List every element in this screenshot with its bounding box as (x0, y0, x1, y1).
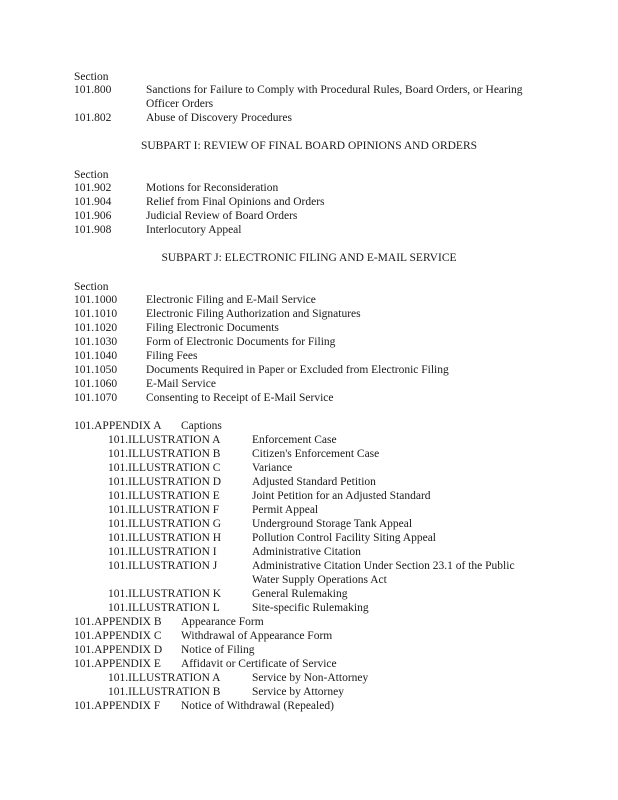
section-number: 101.1000 (74, 294, 118, 306)
section-label: Section (74, 169, 109, 181)
illustration-label: 101.ILLUSTRATION I (108, 546, 217, 558)
illustration-title-continued: Water Supply Operations Act (252, 574, 387, 586)
subpart-heading: SUBPART J: ELECTRONIC FILING AND E-MAIL SERVICE (161, 252, 457, 264)
subpart-heading: SUBPART I: REVIEW OF FINAL BOARD OPINIONS AND ORDERS (140, 140, 478, 152)
illustration-title: Underground Storage Tank Appeal (252, 518, 413, 530)
section-number: 101.906 (74, 210, 112, 222)
section-title: Motions for Reconsideration (146, 182, 279, 194)
illustration-title: Variance (252, 462, 293, 474)
illustration-label: 101.ILLUSTRATION A (108, 434, 221, 446)
section-title: Electronic Filing Authorization and Signatures (146, 308, 361, 320)
section-number: 101.1060 (74, 378, 118, 390)
illustration-title: Permit Appeal (252, 504, 319, 516)
illustration-title: Pollution Control Facility Siting Appeal (252, 532, 437, 544)
illustration-title: Service by Non-Attorney (252, 672, 369, 684)
section-title: Electronic Filing and E-Mail Service (146, 294, 316, 306)
section-number: 101.904 (74, 196, 112, 208)
section-title: Filing Fees (146, 350, 198, 362)
section-number: 101.1030 (74, 336, 118, 348)
illustration-title: Administrative Citation Under Section 23.1 of the Public (252, 560, 515, 572)
section-number: 101.802 (74, 112, 112, 124)
illustration-label: 101.ILLUSTRATION A (108, 672, 221, 684)
illustration-label: 101.ILLUSTRATION L (108, 602, 220, 614)
section-number: 101.800 (74, 84, 112, 96)
appendix-label: 101.APPENDIX A (74, 420, 162, 432)
illustration-label: 101.ILLUSTRATION J (108, 560, 218, 572)
illustration-title: Joint Petition for an Adjusted Standard (252, 490, 431, 502)
appendix-title: Affidavit or Certificate of Service (181, 658, 337, 670)
section-title: Consenting to Receipt of E-Mail Service (146, 392, 334, 404)
illustration-title: Adjusted Standard Petition (252, 476, 376, 488)
section-title: Form of Electronic Documents for Filing (146, 336, 336, 348)
section-number: 101.902 (74, 182, 112, 194)
illustration-title: Enforcement Case (252, 434, 337, 446)
illustration-label: 101.ILLUSTRATION C (108, 462, 221, 474)
appendix-title: Withdrawal of Appearance Form (181, 630, 333, 642)
illustration-label: 101.ILLUSTRATION B (108, 448, 221, 460)
section-title: Judicial Review of Board Orders (146, 210, 298, 222)
section-number: 101.1020 (74, 322, 118, 334)
section-title: Interlocutory Appeal (146, 224, 242, 236)
illustration-label: 101.ILLUSTRATION H (108, 532, 222, 544)
appendix-label: 101.APPENDIX D (74, 644, 163, 656)
section-number: 101.1070 (74, 392, 118, 404)
appendix-title: Appearance Form (181, 616, 264, 628)
section-title: Sanctions for Failure to Comply with Procedural Rules, Board Orders, or Hearing (146, 84, 523, 96)
illustration-title: Citizen's Enforcement Case (252, 448, 380, 460)
section-number: 101.1010 (74, 308, 118, 320)
appendix-title: Captions (181, 420, 222, 432)
section-title: Abuse of Discovery Procedures (146, 112, 292, 124)
section-title: E-Mail Service (146, 378, 216, 390)
appendix-label: 101.APPENDIX E (74, 658, 161, 670)
illustration-title: Administrative Citation (252, 546, 361, 558)
section-title: Filing Electronic Documents (146, 322, 279, 334)
section-label: Section (74, 281, 109, 293)
illustration-label: 101.ILLUSTRATION B (108, 686, 221, 698)
illustration-title: General Rulemaking (252, 588, 348, 600)
appendix-label: 101.APPENDIX C (74, 630, 162, 642)
appendix-title: Notice of Withdrawal (Repealed) (181, 700, 334, 712)
illustration-title: Service by Attorney (252, 686, 344, 698)
section-number: 101.1050 (74, 364, 118, 376)
section-number: 101.908 (74, 224, 112, 236)
illustration-label: 101.ILLUSTRATION K (108, 588, 222, 600)
section-label: Section (74, 71, 109, 83)
illustration-title: Site-specific Rulemaking (252, 602, 369, 614)
section-number: 101.1040 (74, 350, 118, 362)
appendix-label: 101.APPENDIX B (74, 616, 162, 628)
appendix-title: Notice of Filing (181, 644, 255, 656)
illustration-label: 101.ILLUSTRATION F (108, 504, 220, 516)
section-title-continued: Officer Orders (146, 98, 214, 110)
illustration-label: 101.ILLUSTRATION G (108, 518, 222, 530)
illustration-label: 101.ILLUSTRATION E (108, 490, 220, 502)
section-title: Relief from Final Opinions and Orders (146, 196, 325, 208)
appendix-label: 101.APPENDIX F (74, 700, 161, 712)
illustration-label: 101.ILLUSTRATION D (108, 476, 222, 488)
section-title: Documents Required in Paper or Excluded from Electronic Filing (146, 364, 449, 376)
